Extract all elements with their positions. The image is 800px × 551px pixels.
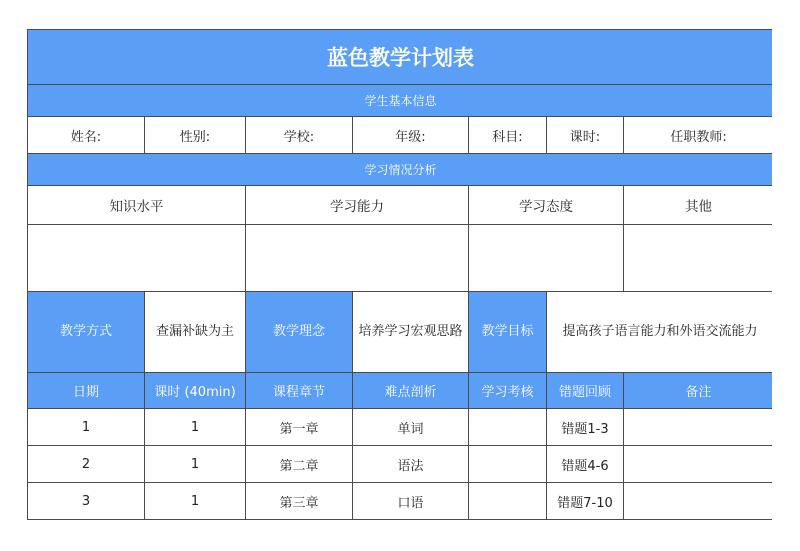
table-row bbox=[28, 446, 773, 483]
cell-chapter[interactable]: 第二章 bbox=[246, 446, 353, 483]
schedule-header-row bbox=[28, 373, 773, 409]
analysis-input-row bbox=[28, 225, 773, 292]
cell-difficulty[interactable]: 单词 bbox=[353, 409, 469, 446]
ability-cell[interactable] bbox=[246, 225, 469, 292]
col-chapter: 课程章节 bbox=[246, 373, 353, 409]
col-lesson-time: 课时 (40min) bbox=[145, 373, 246, 409]
cell-chapter[interactable]: 第三章 bbox=[246, 483, 353, 520]
teaching-method-row bbox=[28, 292, 773, 373]
field-name[interactable]: 姓名: bbox=[28, 117, 145, 154]
col-difficulty: 难点剖析 bbox=[353, 373, 469, 409]
cell-notes[interactable] bbox=[624, 483, 773, 520]
field-hours[interactable]: 课时: bbox=[547, 117, 624, 154]
category-ability: 学习能力 bbox=[246, 186, 469, 225]
analysis-category-row bbox=[28, 186, 773, 225]
cell-chapter[interactable]: 第一章 bbox=[246, 409, 353, 446]
field-school[interactable]: 学校: bbox=[246, 117, 353, 154]
cell-lesson-time[interactable]: 1 bbox=[145, 409, 246, 446]
concept-label: 教学理念 bbox=[246, 292, 353, 373]
cell-lesson-time[interactable]: 1 bbox=[145, 446, 246, 483]
method-label: 教学方式 bbox=[28, 292, 145, 373]
cell-date[interactable]: 3 bbox=[28, 483, 145, 520]
col-assessment: 学习考核 bbox=[469, 373, 547, 409]
teaching-plan-sheet bbox=[27, 29, 772, 525]
cell-difficulty[interactable]: 语法 bbox=[353, 446, 469, 483]
col-notes: 备注 bbox=[624, 373, 773, 409]
attitude-cell[interactable] bbox=[469, 225, 624, 292]
cell-review[interactable]: 错题7-10 bbox=[547, 483, 624, 520]
category-attitude: 学习态度 bbox=[469, 186, 624, 225]
col-review: 错题回顾 bbox=[547, 373, 624, 409]
col-date: 日期 bbox=[28, 373, 145, 409]
table-row bbox=[28, 409, 773, 446]
goal-value[interactable]: 提高孩子语言能力和外语交流能力 bbox=[547, 292, 773, 373]
cell-date[interactable]: 2 bbox=[28, 446, 145, 483]
cell-difficulty[interactable]: 口语 bbox=[353, 483, 469, 520]
category-other: 其他 bbox=[624, 186, 773, 225]
table-row bbox=[28, 483, 773, 520]
basic-info-header: 学生基本信息 bbox=[28, 85, 773, 117]
knowledge-cell[interactable] bbox=[28, 225, 246, 292]
cell-notes[interactable] bbox=[624, 409, 773, 446]
basic-info-row bbox=[28, 117, 773, 154]
field-teacher[interactable]: 任职教师: bbox=[624, 117, 773, 154]
field-subject[interactable]: 科目: bbox=[469, 117, 547, 154]
goal-label: 教学目标 bbox=[469, 292, 547, 373]
concept-value[interactable]: 培养学习宏观思路 bbox=[353, 292, 469, 373]
cell-assessment[interactable] bbox=[469, 409, 547, 446]
cell-review[interactable]: 错题4-6 bbox=[547, 446, 624, 483]
cell-lesson-time[interactable]: 1 bbox=[145, 483, 246, 520]
teaching-plan-table bbox=[27, 29, 772, 520]
cell-assessment[interactable] bbox=[469, 446, 547, 483]
page-title: 蓝色教学计划表 bbox=[28, 30, 773, 85]
other-cell[interactable] bbox=[624, 225, 773, 292]
cell-date[interactable]: 1 bbox=[28, 409, 145, 446]
cell-review[interactable]: 错题1-3 bbox=[547, 409, 624, 446]
cell-notes[interactable] bbox=[624, 446, 773, 483]
category-knowledge: 知识水平 bbox=[28, 186, 246, 225]
cell-assessment[interactable] bbox=[469, 483, 547, 520]
field-gender[interactable]: 性别: bbox=[145, 117, 246, 154]
method-value[interactable]: 查漏补缺为主 bbox=[145, 292, 246, 373]
field-grade[interactable]: 年级: bbox=[353, 117, 469, 154]
analysis-header: 学习情况分析 bbox=[28, 154, 773, 186]
